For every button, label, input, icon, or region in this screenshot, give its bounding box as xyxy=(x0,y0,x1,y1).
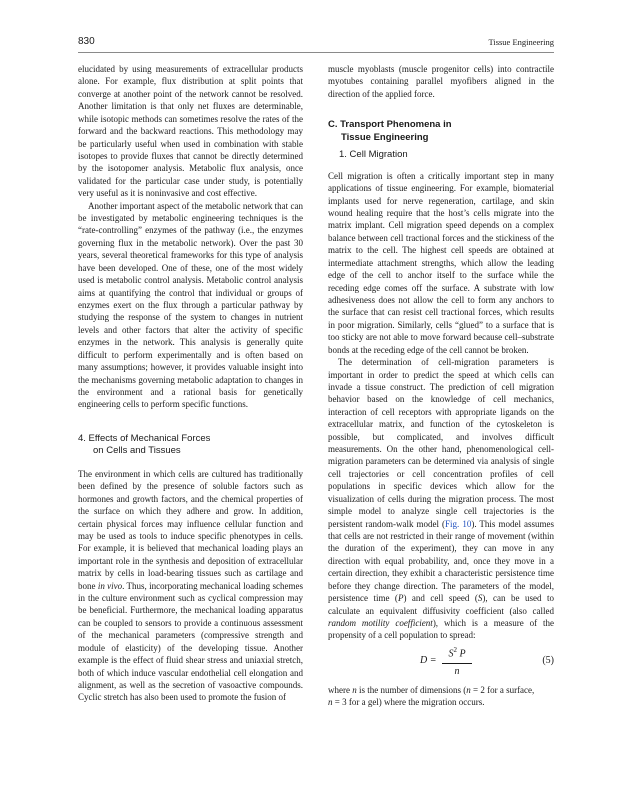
heading-line: C. Transport Phenomena in xyxy=(328,119,452,131)
page-number: 830 xyxy=(78,36,95,47)
italic-run: P xyxy=(397,593,404,604)
section-heading-4 xyxy=(78,433,303,458)
text-run: ), can be used to calculate an equivalent diffusivity coefficient (also called xyxy=(328,593,554,616)
text-run: ). This model assumes that cells are not restricted in their range of movement (within the duration of the experiment), they can move in any direction with equal probability, and, once they move in a certain direction, they exhibit a characteristic persistence time before they change direction. The parameters of the model, persistence time ( xyxy=(328,518,554,604)
eq-symbol: S xyxy=(448,648,454,660)
equation-denominator: n xyxy=(454,665,460,677)
paragraph: Cell migration is often a critically important step in many applications of tissue engineering. For example, biomaterial implants used for nerve regeneration, cartilage, and skin wound healing require that the host’s cells migrate into the matrix implant. Cell migration speed depends on a complex balance between cell tractional forces and the stickiness of the matrix to the cell. The highest cell speeds are obtained at intermediate attachment strengths, which allow the leading edge of the cell to anchor itself to the surface while the receding edge comes off the surface. A substrate with low adhesiveness does not allow the cell to form any anchors to the surface that can resist cell tractional forces, which results in poor migration. Similarly, cells “glued” to a surface that is too sticky are not able to move forward because cell–substrate bonds at the receding edge of the cell cannot be broken. xyxy=(328,170,554,355)
paragraph xyxy=(328,356,554,642)
text-run: = 3 for a gel) where the migration occurs. xyxy=(332,697,485,708)
text-run: The determination of cell-migration parameters is important in order to predict the speed at which cells can invade a tissue construct. The prediction of cell migration behavior based on the knowledge of cell mechanics, interaction of cell receptors with appropriate ligands on the extracellular matrix, and function of the cytoskeleton is possible, but complicated, and involves difficult measurements. On the other hand, phenomenological cell-migration parameters can be determined via analysis of single cell trajectories or cell concentration profiles of cell populations in specific devices which allow for the visualization of cells during the migration process. The most simple model to analyze single cell trajectories is the persistent random-walk model ( xyxy=(328,357,554,529)
italic-run: in vivo xyxy=(97,580,123,591)
paragraph: elucidated by using measurements of extracellular products alone. For example, flux distribution at split points that converge at another point of the network cannot be resolved. Another limitation is that only net fluxes are determinable, while isotopic methods can sometimes resolve the rates of the forward and the backward reactions. This methodology may be particularly useful when used in combination with stable isotopes to provide fluxes that cannot be directly determined by the isotopomer analysis. Metabolic flux analysis, once validated for the particular case under study, is potentially very useful as it is noninvasive and cost effective. xyxy=(78,64,303,199)
text-run: . Thus, incorporating mechanical loading schemes in the culture environment such as cyclical compression may be beneficial. Furthermore, the mechanical loading apparatus can be coupled to sensors to provide a continuous assessment of the mechanical parameters (compressive strength and module of elasticity) of the developing tissue. Another example is the effect of fluid shear stress and uniaxial stretch, both of which induce vascular endothelial cell elongation and alignment, as well as the secretion of vasoactive compounds. Cyclic stretch has also been used to promote the fusion of xyxy=(78,580,303,703)
equation-5 xyxy=(328,642,554,684)
equation-number: (5) xyxy=(542,654,554,666)
figure-link[interactable]: Fig. 10 xyxy=(445,518,472,529)
fraction-bar xyxy=(442,663,472,664)
text-run: ) and cell speed ( xyxy=(403,593,478,604)
section-heading-c xyxy=(328,119,554,144)
text-run: The environment in which cells are cultured has traditionally been defined by the presence of soluble factors such as hormones and growth factors, and the chemical properties of the surface on which they adhere and grow. In addition, certain physical forces may influence cellular function and may be used as tools to induce specific phenotypes in cells. For example, it is believed that mechanical loading plays an important role in the synthesis and deposition of extracellular matrix by cells in load-bearing tissues such as cartilage and bone xyxy=(78,468,303,591)
italic-run: n xyxy=(466,684,471,695)
text-run: = 2 for a surface, xyxy=(470,684,535,695)
page-header xyxy=(78,36,554,53)
heading-line: on Cells and Tissues xyxy=(93,445,181,457)
paragraph xyxy=(78,468,303,704)
right-column xyxy=(328,63,554,709)
equation-lhs: D = xyxy=(420,654,437,666)
paragraph: muscle myoblasts (muscle progenitor cells) into contractile myotubes containing parallel myofibers aligned in the direction of the applied force. xyxy=(328,64,554,99)
paragraph xyxy=(328,684,554,709)
text-run: ), which is a measure of the propensity of a cell population to spread: xyxy=(328,617,555,641)
italic-run: S xyxy=(477,593,483,604)
running-title: Tissue Engineering xyxy=(488,37,554,47)
heading-line: Tissue Engineering xyxy=(341,131,429,143)
italic-run: n xyxy=(352,684,357,695)
text-run: where xyxy=(328,684,353,695)
subsection-heading-1: 1. Cell Migration xyxy=(339,149,408,161)
text-run: is the number of dimensions ( xyxy=(356,684,467,695)
equation-fraction xyxy=(440,644,474,678)
paragraph: Another important aspect of the metabolic network that can be investigated by metabolic engineering techniques is the “rate-controlling” enzymes of the pathway (i.e., the enzymes governing flux in the metabolic network). Over the past 30 years, several theoretical frameworks for this type of analysis have been developed. One of these, one of the most widely used is metabolic control analysis. Metabolic control analysis aims at quantifying the control that individual or groups of enzymes exert on the flux through a particular pathway by studying the response of the system to changes in nutrient levels and other factors that alter the activity of specific enzymes in the network. This analysis is generally quite difficult to perform experimentally and is often based on many assumptions; however, it provides valuable insight into the mechanisms governing metabolic adaptation to changes in the environment and a rational basis for genetically engineering cells to perform specific functions. xyxy=(78,200,303,410)
italic-run: n xyxy=(328,697,333,708)
eq-symbol: P xyxy=(459,648,466,660)
heading-line: 4. Effects of Mechanical Forces xyxy=(78,432,211,444)
italic-run: random motility coefficient xyxy=(328,617,433,628)
eq-exponent: 2 xyxy=(453,645,457,654)
equation-numerator xyxy=(440,644,474,661)
left-column xyxy=(78,63,303,704)
